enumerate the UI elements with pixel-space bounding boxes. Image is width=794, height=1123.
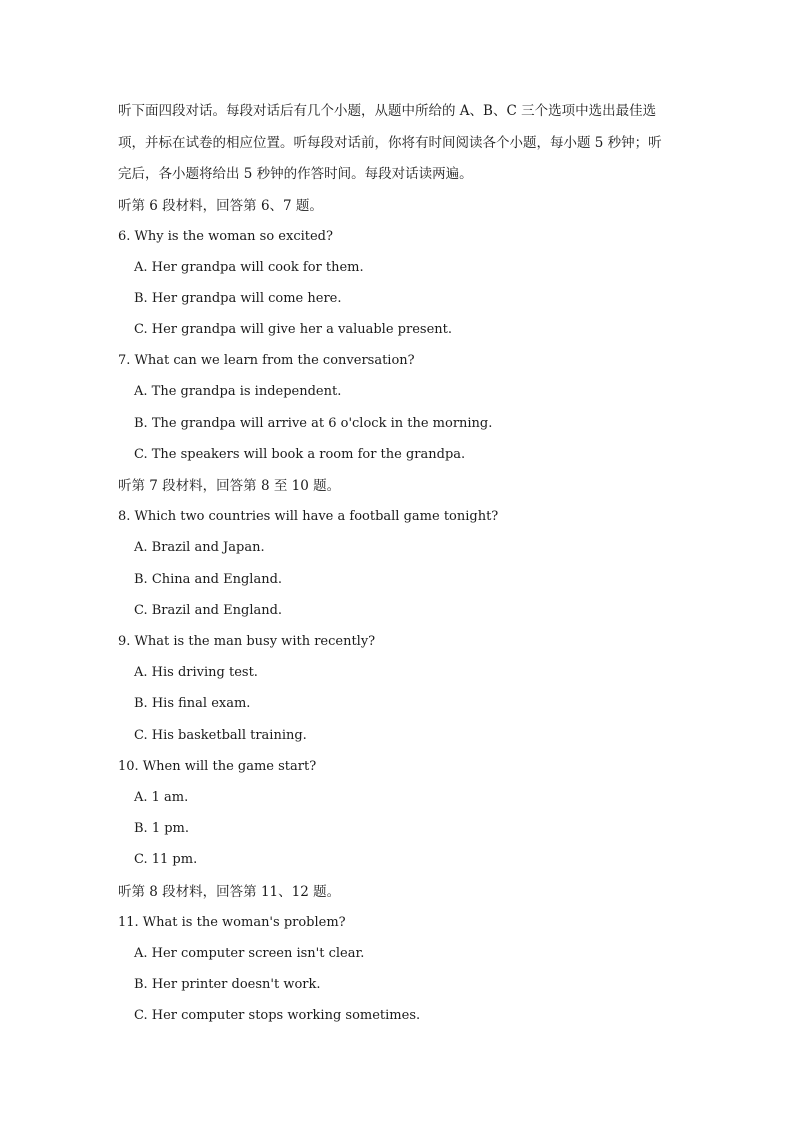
answer-option: C. Brazil and England. <box>134 603 283 618</box>
answer-option: C. Her grandpa will give her a valuable present. <box>134 322 452 337</box>
section-heading: 听第 8 段材料，回答第 11、12 题。 <box>118 884 341 900</box>
answer-option: B. Her grandpa will come here. <box>134 291 342 306</box>
answer-option: A. Her grandpa will cook for them. <box>134 260 364 275</box>
answer-option: B. China and England. <box>134 572 283 587</box>
question-stem: 11. What is the woman's problem? <box>118 915 346 930</box>
answer-option: C. His basketball training. <box>134 728 307 743</box>
answer-option: A. Brazil and Japan. <box>134 540 265 555</box>
section-heading: 听第 7 段材料，回答第 8 至 10 题。 <box>118 478 341 494</box>
section-heading: 听第 6 段材料，回答第 6、7 题。 <box>118 198 323 214</box>
question-stem: 7. What can we learn from the conversation? <box>118 353 415 368</box>
instructions-line-2: 项，并标在试卷的相应位置。听每段对话前，你将有时间阅读各个小题，每小题 5 秒钟；听 <box>118 135 662 151</box>
answer-option: B. His final exam. <box>134 696 251 711</box>
answer-option: A. The grandpa is independent. <box>134 384 342 399</box>
question-stem: 8. Which two countries will have a football game tonight? <box>118 509 499 524</box>
answer-option: C. The speakers will book a room for the grandpa. <box>134 447 466 462</box>
instructions-line-1: 听下面四段对话。每段对话后有几个小题，从题中所给的 A、B、C 三个选项中选出最佳选 <box>118 103 657 119</box>
question-stem: 9. What is the man busy with recently? <box>118 634 376 649</box>
answer-option: A. 1 am. <box>134 790 189 805</box>
answer-option: A. His driving test. <box>134 665 258 680</box>
answer-option: C. 11 pm. <box>134 852 198 867</box>
answer-option: B. Her printer doesn't work. <box>134 977 321 992</box>
question-stem: 6. Why is the woman so excited? <box>118 229 333 244</box>
answer-option: A. Her computer screen isn't clear. <box>134 946 365 961</box>
answer-option: C. Her computer stops working sometimes. <box>134 1008 421 1023</box>
question-stem: 10. When will the game start? <box>118 759 317 774</box>
answer-option: B. The grandpa will arrive at 6 o'clock in the morning. <box>134 416 493 431</box>
instructions-line-3: 完后，各小题将给出 5 秒钟的作答时间。每段对话读两遍。 <box>118 166 473 182</box>
answer-option: B. 1 pm. <box>134 821 190 836</box>
